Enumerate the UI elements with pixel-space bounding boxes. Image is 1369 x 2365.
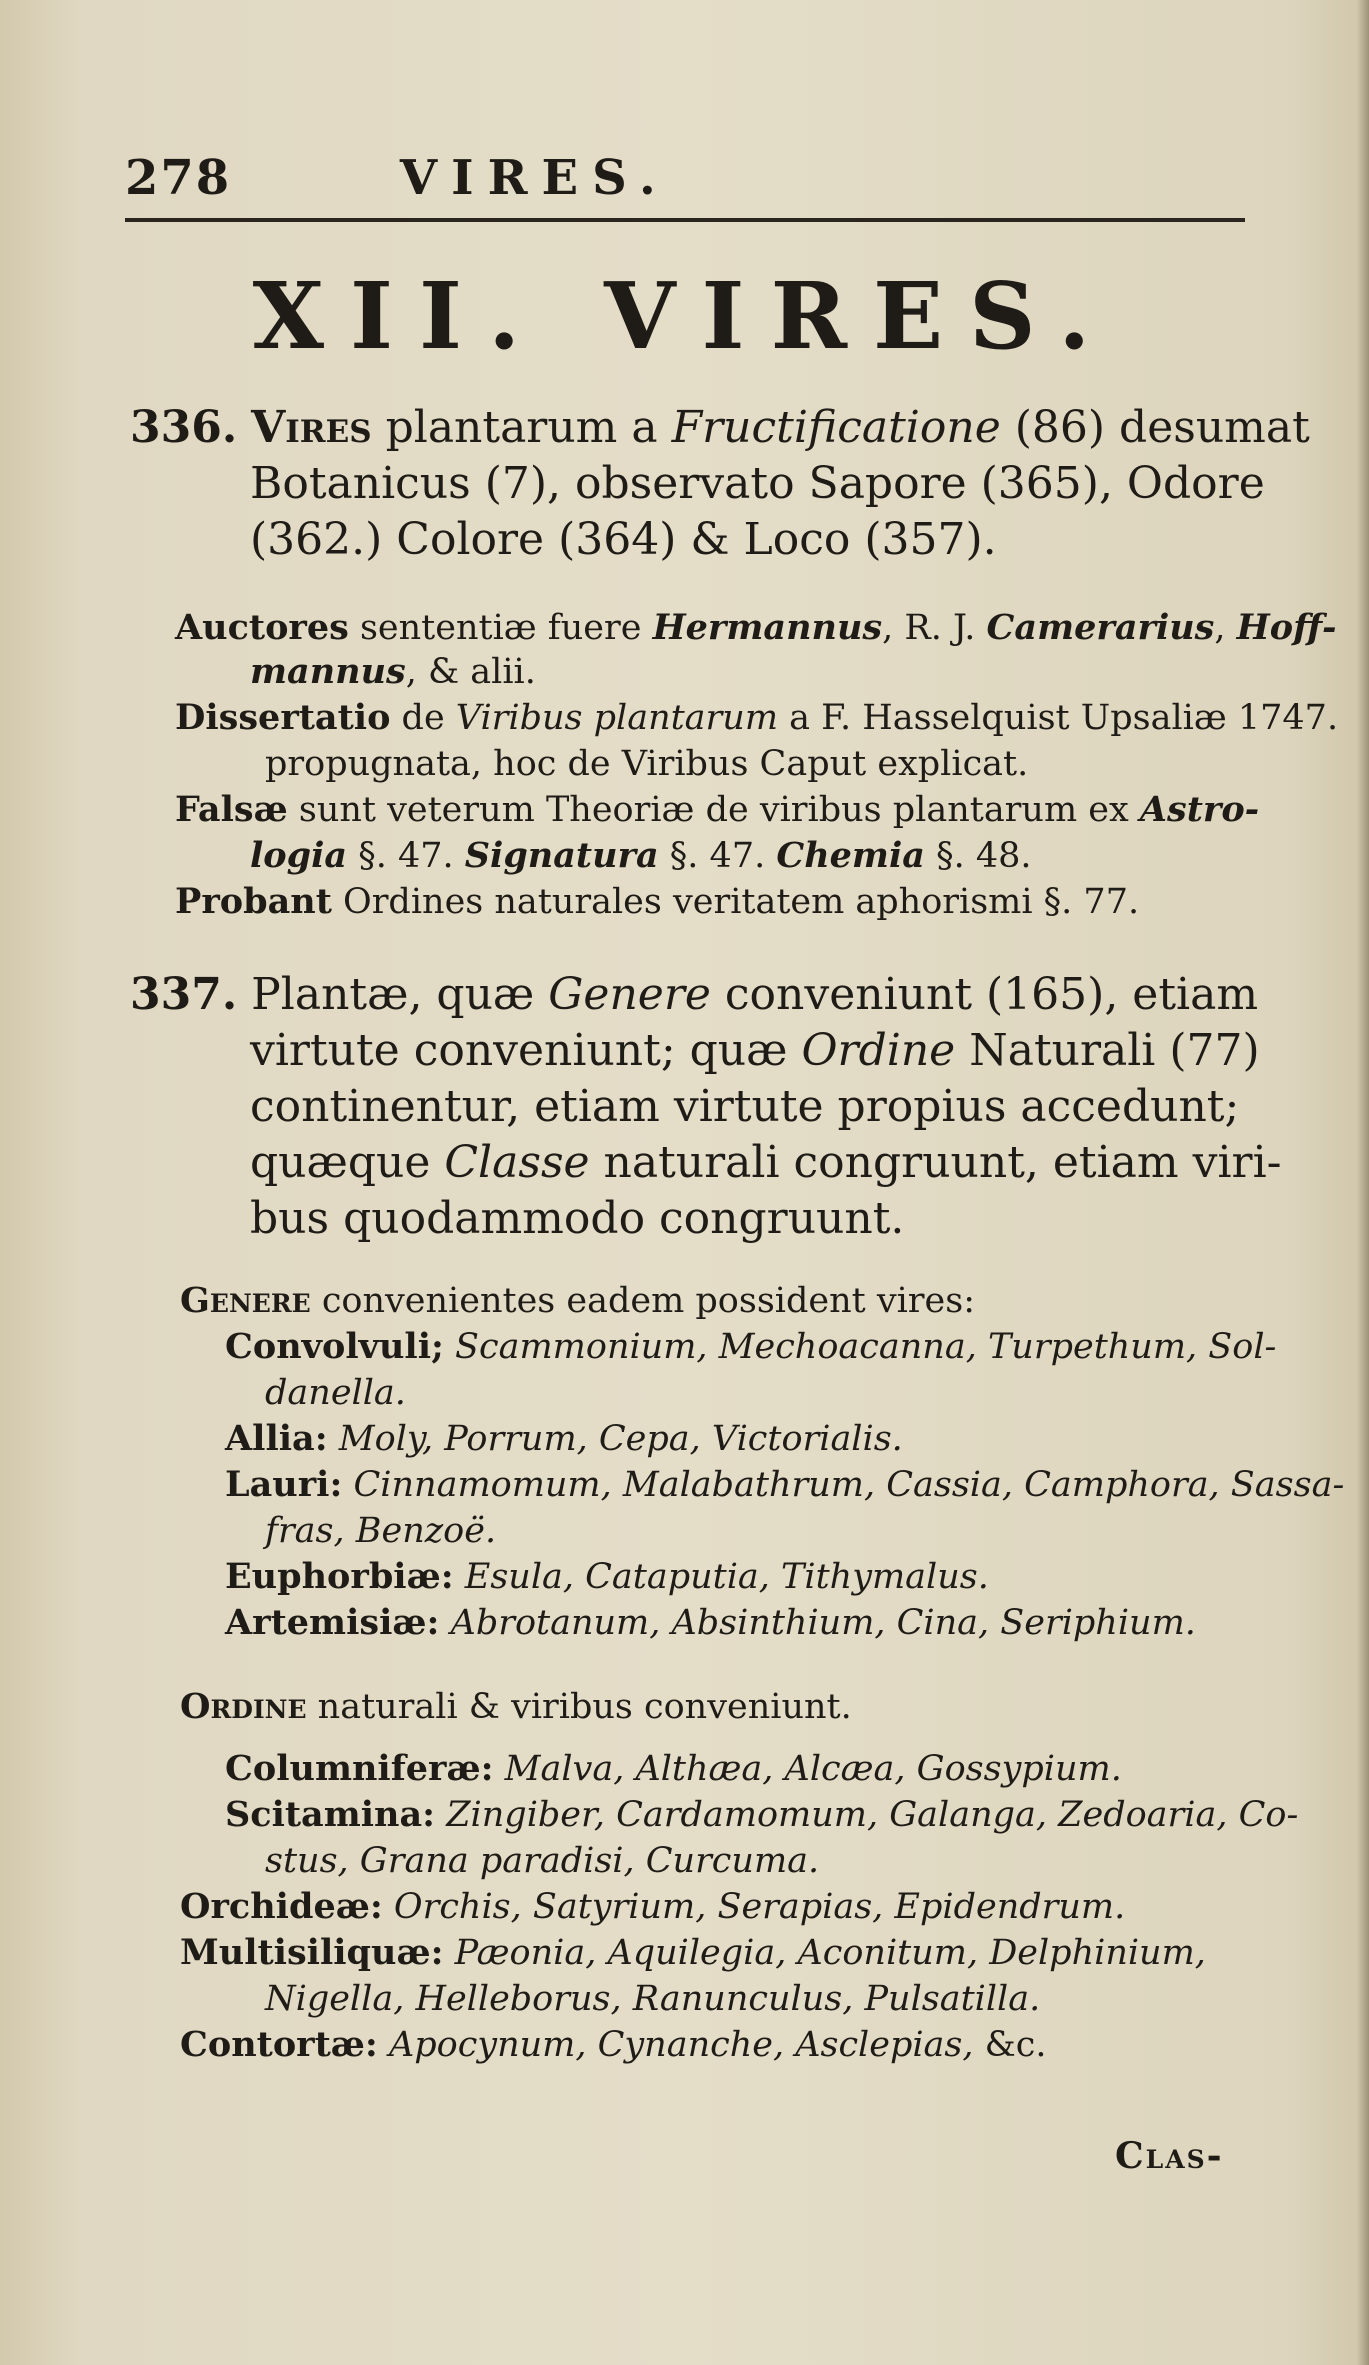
aphorism-337-line-5: bus quodammodo congruunt. [250,1193,905,1244]
aphorism-337-line-4: quæque Classe naturali congruunt, etiam viri- [250,1137,1282,1188]
ordine-scitamina-cont: stus, Grana paradisi, Curcuma. [265,1841,820,1881]
genere-lauri-cont: fras, Benzoë. [265,1511,497,1551]
note-dissertation-cont: propugnata, hoc de Viribus Caput explicat. [265,744,1029,784]
ordine-orchideae: Orchideæ: Orchis, Satyrium, Serapias, Epidendrum. [180,1886,1126,1927]
running-header [125,150,670,206]
aphorism-336-line-2: Botanicus (7), observato Sapore (365), Odore [250,458,1265,509]
aphorism-337-line-1: 337. Plantæ, quæ Genere conveniunt (165), etiam [130,969,1259,1020]
chapter-title: XII. VIRES. [252,262,1117,370]
note-authors-cont: mannus, & alii. [250,651,536,692]
genere-euphorbiae: Euphorbiæ: Esula, Cataputia, Tithymalus. [225,1556,989,1597]
genere-artemisiae: Artemisiæ: Abrotanum, Absinthium, Cina, Seriphium. [225,1602,1196,1643]
ordine-multisiliquae-cont: Nigella, Helleborus, Ranunculus, Pulsatilla. [265,1979,1041,2019]
aphorism-number: 337. [130,969,238,1020]
ordine-multisiliquae: Multisiliquæ: Pæonia, Aquilegia, Aconitum, Delphinium, [180,1932,1206,1973]
genere-convolvuli-cont: danella. [265,1373,406,1413]
aphorism-336-line-1: 336. Vires plantarum a Fructificatione (86) desumat [130,402,1310,453]
aphorism-337-line-3: continentur, etiam virtute propius accedunt; [250,1081,1240,1132]
catchword: Clas- [1115,2135,1224,2177]
note-false-theories-cont: logia §. 47. Signatura §. 47. Chemia §. 48. [250,835,1032,876]
note-authors: Auctores sententiæ fuere Hermannus, R. J. Camerarius, Hoff- [175,607,1337,648]
ordine-columniferae: Columniferæ: Malva, Althæa, Alcæa, Gossypium. [225,1748,1122,1789]
aphorism-337-line-2: virtute conveniunt; quæ Ordine Naturali (77) [250,1025,1260,1076]
aphorism-number: 336. [130,402,238,453]
note-proof: Probant Ordines naturales veritatem aphorismi §. 77. [175,881,1140,922]
page-number: 278 [125,150,232,206]
note-dissertation: Dissertatio de Viribus plantarum a F. Hasselquist Upsaliæ 1747. [175,697,1339,738]
running-head-title: VIRES. [399,150,670,206]
aphorism-336-line-3: (362.) Colore (364) & Loco (357). [250,514,997,565]
genere-allia: Allia: Moly, Porrum, Cepa, Victorialis. [225,1418,903,1459]
ordine-scitamina: Scitamina: Zingiber, Cardamomum, Galanga, Zedoaria, Co- [225,1794,1299,1835]
ordine-heading: Ordine naturali & viribus conveniunt. [180,1686,852,1727]
header-rule [125,218,1245,222]
genere-convolvuli: Convolvuli; Scammonium, Mechoacanna, Turpethum, Sol- [225,1326,1277,1367]
genere-lauri: Lauri: Cinnamomum, Malabathrum, Cassia, Camphora, Sassa- [225,1464,1345,1505]
note-false-theories: Falsæ sunt veterum Theoriæ de viribus plantarum ex Astro- [175,789,1260,830]
ordine-contortae: Contortæ: Apocynum, Cynanche, Asclepias, &c. [180,2024,1047,2065]
genere-heading: Genere convenientes eadem possident vires: [180,1280,975,1321]
